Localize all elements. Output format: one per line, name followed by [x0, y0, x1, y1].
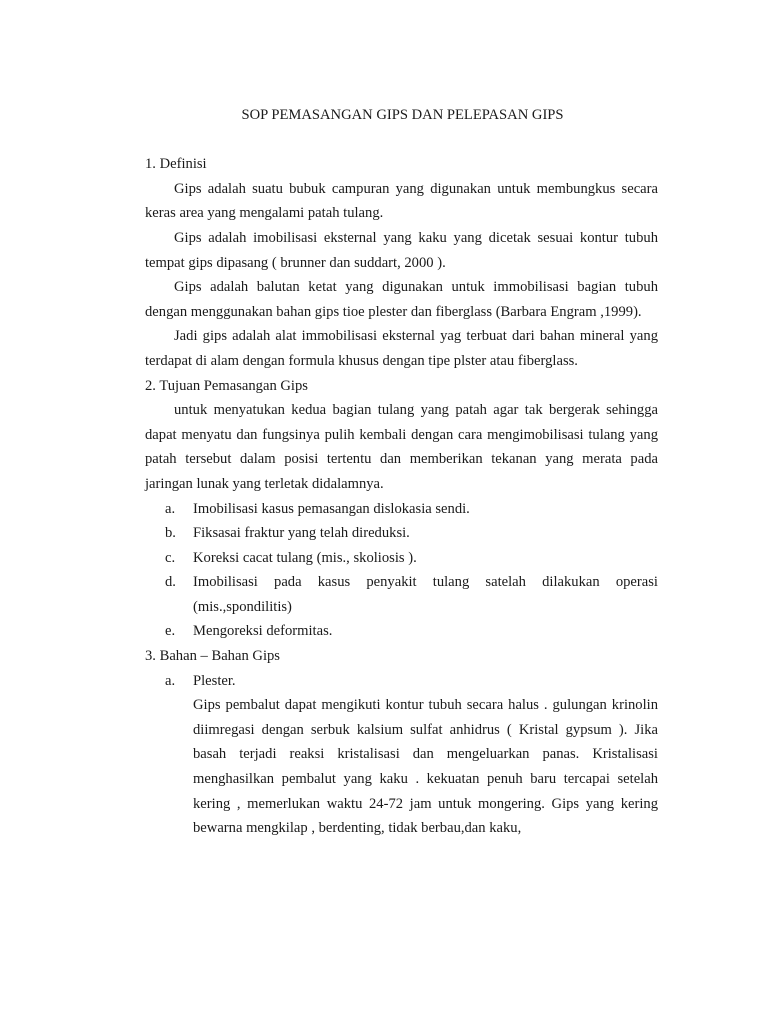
list-item-text: Plester. [193, 672, 236, 689]
list-item [145, 619, 658, 644]
list-marker: a. [165, 672, 176, 689]
list-tujuan [145, 497, 658, 645]
section-heading-bahan: 3. Bahan – Bahan Gips [145, 648, 280, 665]
document-title: SOP PEMASANGAN GIPS DAN PELEPASAN GIPS [241, 107, 564, 123]
list-item [145, 521, 658, 546]
list-marker: d. [165, 574, 176, 591]
list-item-continuation: (mis.,spondilitis) [193, 598, 292, 615]
list-item [145, 570, 658, 619]
paragraph: Gips adalah balutan ketat yang digunakan untuk immobilisasi bagian tubuh dengan menggunakan bahan gips tioe plester dan fiberglass (Barbara Engram ,1999). [145, 279, 658, 320]
list-item [145, 546, 658, 571]
paragraph: Jadi gips adalah alat immobilisasi eksternal yag terbuat dari bahan mineral yang terdapat di alam dengan formula khusus dengan tipe plster atau fiberglass. [145, 328, 658, 369]
section-heading-tujuan: 2. Tujuan Pemasangan Gips [145, 377, 308, 394]
list-bahan [145, 669, 658, 841]
paragraph: Gips adalah imobilisasi eksternal yang kaku yang dicetak sesuai kontur tubuh tempat gips dipasang ( brunner dan suddart, 2000 ). [145, 229, 658, 271]
paragraph: untuk menyatukan kedua bagian tulang yang patah agar tak bergerak sehingga dapat menyatu dan fungsinya pulih kembali dengan cara mengimobilisasi tulang yang patah tersebut dalam posisi tertentu dan memberikan tekanan yang merata pada jaringan lunak yang terletak didalamnya. [145, 402, 658, 492]
document-body [145, 103, 658, 841]
list-item-text-block [193, 669, 658, 841]
list-marker: a. [165, 500, 176, 517]
section-heading-definisi: 1. Definisi [145, 156, 207, 173]
list-item-text: Imobilisasi pada kasus penyakit tulang satelah dilakukan operasi [193, 574, 658, 591]
list-item-text: Fiksasai fraktur yang telah direduksi. [193, 525, 410, 542]
list-marker: e. [165, 623, 176, 640]
list-item-text: Mengoreksi deformitas. [193, 623, 333, 640]
list-item-text-block [193, 570, 658, 619]
paragraph: Gips adalah suatu bubuk campuran yang digunakan untuk membungkus secara keras area yang mengalami patah tulang. [145, 180, 658, 222]
list-item [145, 669, 658, 841]
list-marker: c. [165, 549, 176, 566]
list-item-text: Koreksi cacat tulang (mis., skoliosis ). [193, 549, 417, 566]
list-marker: b. [165, 525, 176, 542]
list-item [145, 497, 658, 522]
list-item-text: Imobilisasi kasus pemasangan dislokasia sendi. [193, 500, 470, 517]
list-item-body: Gips pembalut dapat mengikuti kontur tubuh secara halus . gulungan krinolin diimregasi dengan serbuk kalsium sulfat anhidrus ( Kristal gypsum ). Jika basah terjadi reaksi kristalisasi dan mengeluarkan panas. Kristalisasi menghasilkan pembalut yang kaku . kekuatan penuh baru tercapai setelah kering , memerlukan waktu 24-72 jam untuk mongering. Gips yang kering bewarna mengkilap , berdenting, tidak berbau,dan kaku, [193, 697, 658, 837]
